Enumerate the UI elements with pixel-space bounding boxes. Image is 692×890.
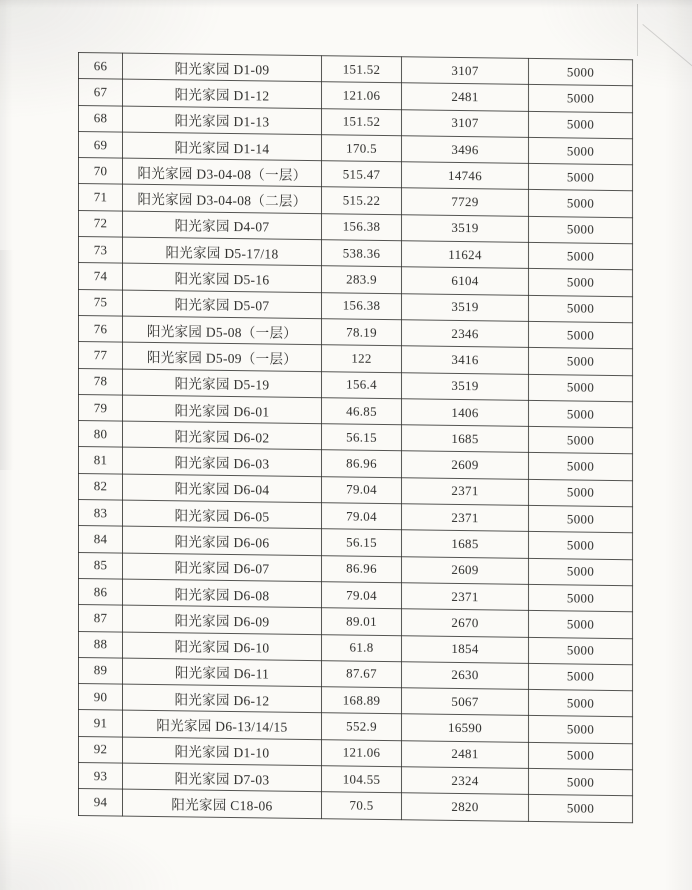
unit-name-cell: 阳光家园 D1-09 (123, 53, 322, 82)
area-cell: 61.8 (322, 634, 402, 661)
area-cell: 156.38 (322, 292, 402, 319)
area-cell: 86.96 (322, 450, 402, 477)
fee-cell: 5000 (529, 190, 633, 218)
area-cell: 89.01 (322, 608, 402, 635)
amount-cell: 3416 (402, 346, 529, 374)
area-cell: 538.36 (322, 240, 402, 267)
amount-cell: 16590 (402, 714, 529, 742)
row-index-cell: 94 (79, 789, 123, 816)
amount-cell: 3107 (402, 57, 529, 85)
area-cell: 122 (322, 345, 402, 372)
fee-cell: 5000 (529, 453, 633, 481)
area-cell: 168.89 (322, 687, 402, 714)
fee-cell: 5000 (529, 400, 633, 428)
area-cell: 515.47 (322, 161, 402, 188)
area-cell: 79.04 (322, 503, 402, 530)
row-index-cell: 92 (79, 736, 123, 763)
amount-cell: 1685 (402, 425, 529, 453)
amount-cell: 2670 (402, 609, 529, 637)
row-index-cell: 69 (79, 131, 123, 158)
row-index-cell: 72 (79, 210, 123, 237)
row-index-cell: 87 (79, 605, 123, 632)
fee-cell: 5000 (529, 690, 633, 718)
row-index-cell: 80 (79, 421, 123, 448)
amount-cell: 5067 (402, 688, 529, 716)
unit-name-cell: 阳光家园 D6-02 (123, 421, 322, 450)
fee-cell: 5000 (529, 768, 633, 796)
fee-cell: 5000 (529, 558, 633, 586)
row-index-cell: 88 (79, 631, 123, 658)
unit-name-cell: 阳光家园 D6-13/14/15 (123, 711, 322, 740)
amount-cell: 3519 (402, 215, 529, 243)
fee-table (78, 52, 633, 823)
amount-cell: 1854 (402, 635, 529, 663)
fee-cell: 5000 (529, 374, 633, 402)
amount-cell: 14746 (402, 162, 529, 190)
amount-cell: 2820 (402, 793, 529, 821)
unit-name-cell: 阳光家园 D5-17/18 (123, 237, 322, 266)
area-cell: 156.4 (322, 371, 402, 398)
area-cell: 78.19 (322, 319, 402, 346)
unit-name-cell: 阳光家园 D6-05 (123, 500, 322, 529)
fee-cell: 5000 (529, 584, 633, 612)
row-index-cell: 91 (79, 710, 123, 737)
row-index-cell: 67 (79, 79, 123, 106)
unit-name-cell: 阳光家园 D1-10 (123, 737, 322, 766)
row-index-cell: 68 (79, 105, 123, 132)
unit-name-cell: 阳光家园 D5-09（一层） (123, 342, 322, 371)
row-index-cell: 79 (79, 394, 123, 421)
area-cell: 56.15 (322, 529, 402, 556)
area-cell: 552.9 (322, 713, 402, 740)
row-index-cell: 78 (79, 368, 123, 395)
amount-cell: 2324 (402, 767, 529, 795)
area-cell: 151.52 (322, 108, 402, 135)
row-index-cell: 90 (79, 684, 123, 711)
unit-name-cell: 阳光家园 D3-04-08（二层） (123, 185, 322, 214)
fee-cell: 5000 (529, 137, 633, 165)
fee-cell: 5000 (529, 795, 633, 823)
amount-cell: 2346 (402, 320, 529, 348)
area-cell: 151.52 (322, 56, 402, 83)
area-cell: 170.5 (322, 135, 402, 162)
area-cell: 121.06 (322, 739, 402, 766)
fee-cell: 5000 (529, 532, 633, 560)
unit-name-cell: 阳光家园 D6-12 (123, 684, 322, 713)
amount-cell: 1406 (402, 399, 529, 427)
amount-cell: 11624 (402, 241, 529, 269)
amount-cell: 1685 (402, 530, 529, 558)
fee-cell: 5000 (529, 295, 633, 323)
fee-cell: 5000 (529, 321, 633, 349)
scan-artifact-vertical-line (637, 4, 638, 56)
scan-artifact-edge-smudge (0, 250, 14, 470)
area-cell: 79.04 (322, 476, 402, 503)
unit-name-cell: 阳光家园 D5-08（一层） (123, 316, 322, 345)
unit-name-cell: 阳光家园 D7-03 (123, 763, 322, 792)
amount-cell: 6104 (402, 267, 529, 295)
unit-name-cell: 阳光家园 D6-09 (123, 605, 322, 634)
row-index-cell: 76 (79, 315, 123, 342)
row-index-cell: 77 (79, 342, 123, 369)
amount-cell: 3519 (402, 293, 529, 321)
amount-cell: 2609 (402, 451, 529, 479)
fee-cell: 5000 (529, 348, 633, 376)
amount-cell: 2371 (402, 583, 529, 611)
amount-cell: 2481 (402, 740, 529, 768)
amount-cell: 3107 (402, 109, 529, 137)
amount-cell: 2371 (402, 477, 529, 505)
fee-cell: 5000 (529, 637, 633, 665)
fee-cell: 5000 (529, 111, 633, 139)
unit-name-cell: 阳光家园 D6-11 (123, 658, 322, 687)
unit-name-cell: 阳光家园 D4-07 (123, 211, 322, 240)
amount-cell: 2371 (402, 504, 529, 532)
amount-cell: 2609 (402, 556, 529, 584)
amount-cell: 7729 (402, 188, 529, 216)
fee-cell: 5000 (529, 716, 633, 744)
unit-name-cell: 阳光家园 D6-01 (123, 395, 322, 424)
row-index-cell: 86 (79, 578, 123, 605)
unit-name-cell: 阳光家园 D5-19 (123, 369, 322, 398)
amount-cell: 2481 (402, 83, 529, 111)
unit-name-cell: 阳光家园 D6-03 (123, 448, 322, 477)
fee-cell: 5000 (529, 479, 633, 507)
row-index-cell: 89 (79, 657, 123, 684)
unit-name-cell: 阳光家园 D6-10 (123, 632, 322, 661)
fee-cell: 5000 (529, 85, 633, 113)
scan-artifact-page-corner-line (642, 24, 692, 71)
fee-cell: 5000 (529, 505, 633, 533)
unit-name-cell: 阳光家园 D3-04-08（一层） (123, 158, 322, 187)
area-cell: 104.55 (322, 766, 402, 793)
area-cell: 121.06 (322, 82, 402, 109)
area-cell: 87.67 (322, 661, 402, 688)
table-body (79, 53, 633, 823)
fee-cell: 5000 (529, 164, 633, 192)
row-index-cell: 85 (79, 552, 123, 579)
unit-name-cell: 阳光家园 D6-04 (123, 474, 322, 503)
fee-cell: 5000 (529, 242, 633, 270)
fee-cell: 5000 (529, 663, 633, 691)
row-index-cell: 74 (79, 263, 123, 290)
amount-cell: 3519 (402, 372, 529, 400)
unit-name-cell: 阳光家园 D1-12 (123, 79, 322, 108)
unit-name-cell: 阳光家园 D5-07 (123, 290, 322, 319)
area-cell: 156.38 (322, 213, 402, 240)
area-cell: 56.15 (322, 424, 402, 451)
row-index-cell: 93 (79, 763, 123, 790)
unit-name-cell: 阳光家园 D6-07 (123, 553, 322, 582)
row-index-cell: 84 (79, 526, 123, 553)
unit-name-cell: 阳光家园 D1-13 (123, 106, 322, 135)
row-index-cell: 73 (79, 237, 123, 264)
area-cell: 283.9 (322, 266, 402, 293)
row-index-cell: 82 (79, 473, 123, 500)
fee-cell: 5000 (529, 742, 633, 770)
fee-cell: 5000 (529, 269, 633, 297)
fee-cell: 5000 (529, 427, 633, 455)
amount-cell: 3496 (402, 136, 529, 164)
unit-name-cell: 阳光家园 C18-06 (123, 789, 322, 818)
area-cell: 86.96 (322, 555, 402, 582)
area-cell: 70.5 (322, 792, 402, 819)
unit-name-cell: 阳光家园 D6-08 (123, 579, 322, 608)
area-cell: 515.22 (322, 187, 402, 214)
unit-name-cell: 阳光家园 D5-16 (123, 263, 322, 292)
fee-cell: 5000 (529, 216, 633, 244)
fee-cell: 5000 (529, 611, 633, 639)
row-index-cell: 66 (79, 53, 123, 80)
row-index-cell: 81 (79, 447, 123, 474)
area-cell: 79.04 (322, 582, 402, 609)
row-index-cell: 70 (79, 158, 123, 185)
unit-name-cell: 阳光家园 D1-14 (123, 132, 322, 161)
row-index-cell: 71 (79, 184, 123, 211)
row-index-cell: 83 (79, 500, 123, 527)
amount-cell: 2630 (402, 662, 529, 690)
area-cell: 46.85 (322, 398, 402, 425)
row-index-cell: 75 (79, 289, 123, 316)
unit-name-cell: 阳光家园 D6-06 (123, 526, 322, 555)
fee-cell: 5000 (529, 58, 633, 86)
